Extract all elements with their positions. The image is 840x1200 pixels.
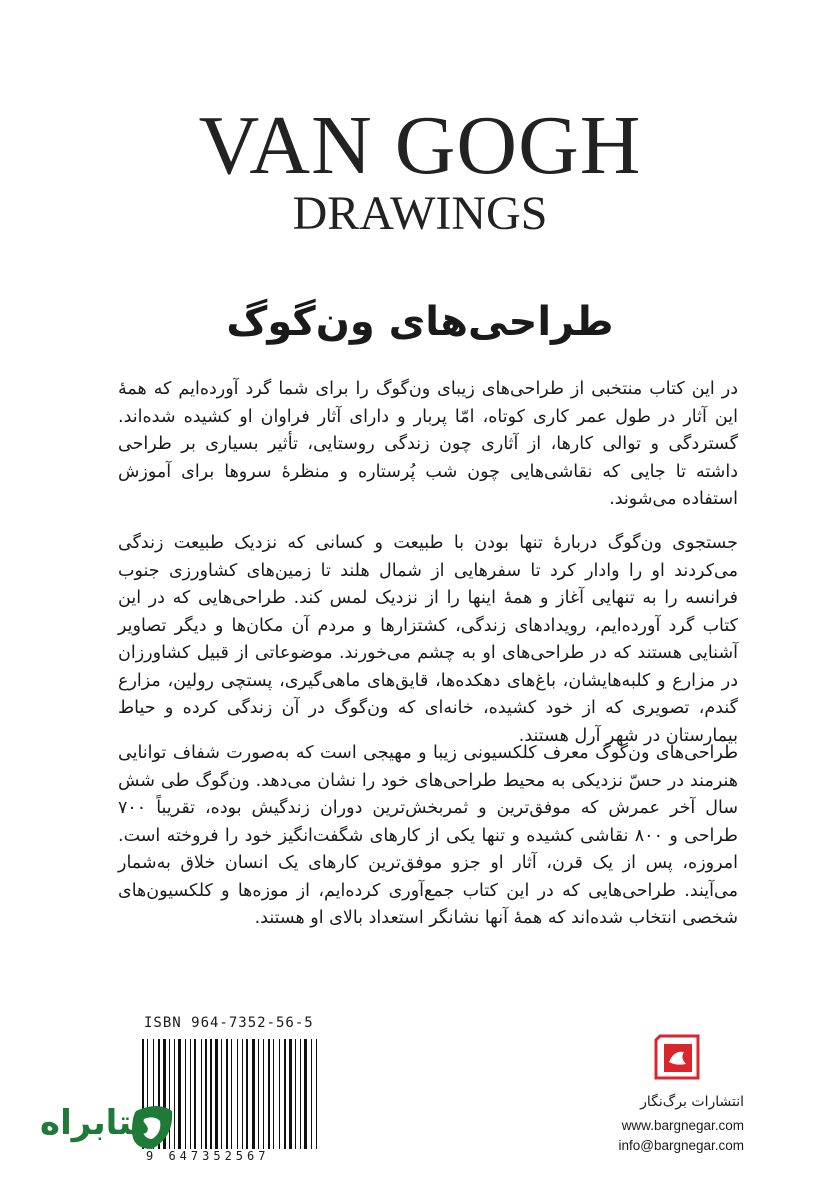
watermark-text: کتابراه bbox=[40, 1103, 153, 1143]
publisher-email: info@bargnegar.com bbox=[618, 1138, 744, 1153]
english-subtitle: DRAWINGS bbox=[292, 187, 548, 240]
body-paragraph-3: طراحی‌های ون‌گوگ معرف کلکسیونی زیبا و مهیجی است که به‌صورت شفاف توانایی هنرمند در حسّ نزدیکی به محیط طراحی‌های خود را نشان می‌دهد. ون‌گوگ طی شش سال آخر عمرش که موفق‌ترین و ثمربخش‌ترین دوران زندگیش بوده، تقریباً ۷۰۰ طراحی و ۸۰۰ نقاشی کشیده و تنها یکی از کارهای شگفت‌انگیز خود را فروخته است. امروزه، پس از یک قرن، آثار او جزو موفق‌ترین کارهای یک انسان خلاق به‌شمار می‌آیند. طراحی‌هایی که در این کتاب جمع‌آوری کرده‌ایم، از موزه‌ها و کلکسیون‌های شخصی انتخاب شده‌اند که همهٔ آنها نشانگر استعداد بالای او هستند. bbox=[118, 743, 738, 928]
watermark bbox=[40, 1097, 180, 1157]
barcode-digits: 9 647352567 bbox=[146, 1149, 270, 1163]
publisher-name: انتشارات برگ‌نگار bbox=[640, 1094, 744, 1110]
isbn-label: ISBN 964-7352-56-5 bbox=[144, 1015, 314, 1031]
english-title: VAN GOGH bbox=[198, 99, 642, 192]
body-paragraph-2: جستجوی ون‌گوگ دربارهٔ تنها بودن با طبیعت و کسانی که نزدیک طبیعت زندگی می‌کردند او را وادار کرد تا سفرهایی از شمال هلند تا زمین‌های کشاورزی جنوب فرانسه را به تنهایی آغاز و همهٔ اینها را از نزدیک لمس کند. طراحی‌هایی که در این کتاب گرد آورده‌ایم، رویدادهای زندگی، کشتزارها و مردم آن مکان‌ها و دیگر تصاویر آشنایی هستند که در طراحی‌های او به چشم می‌خورند. موضوعاتی از قبیل کشاورزان در مزارع و کلبه‌هایشان، باغ‌های دهکده‌ها، قایق‌های ماهی‌گیری، پستچی رولین، مزارع گندم، تصویری که از خود کشیده، خانه‌ای که ون‌گوگ در آن زندگی کرده و حیاط بیمارستان در شهر آرل هستند. bbox=[118, 533, 738, 746]
persian-title: طراحی‌های ون‌گوگ bbox=[226, 299, 614, 345]
body-paragraph-1: در این کتاب منتخبی از طراحی‌های زیبای ون‌گوگ را برای شما گرد آورده‌ایم که همهٔ این آثار در طول عمر کاری کوتاه، امّا پربار و دارای آثار فراوان او کشیده شده‌اند. گستردگی و توالی کارها، از آثاری چون زندگی روستایی، تأثیر بسیاری بر طراحی داشته تا جایی که نقاشی‌هایی چون شب پُرستاره و منظرهٔ سروها برای آموزش استفاده می‌شوند. bbox=[118, 379, 738, 509]
publisher-logo-icon bbox=[652, 1032, 702, 1082]
publisher-website: www.bargnegar.com bbox=[621, 1118, 744, 1133]
